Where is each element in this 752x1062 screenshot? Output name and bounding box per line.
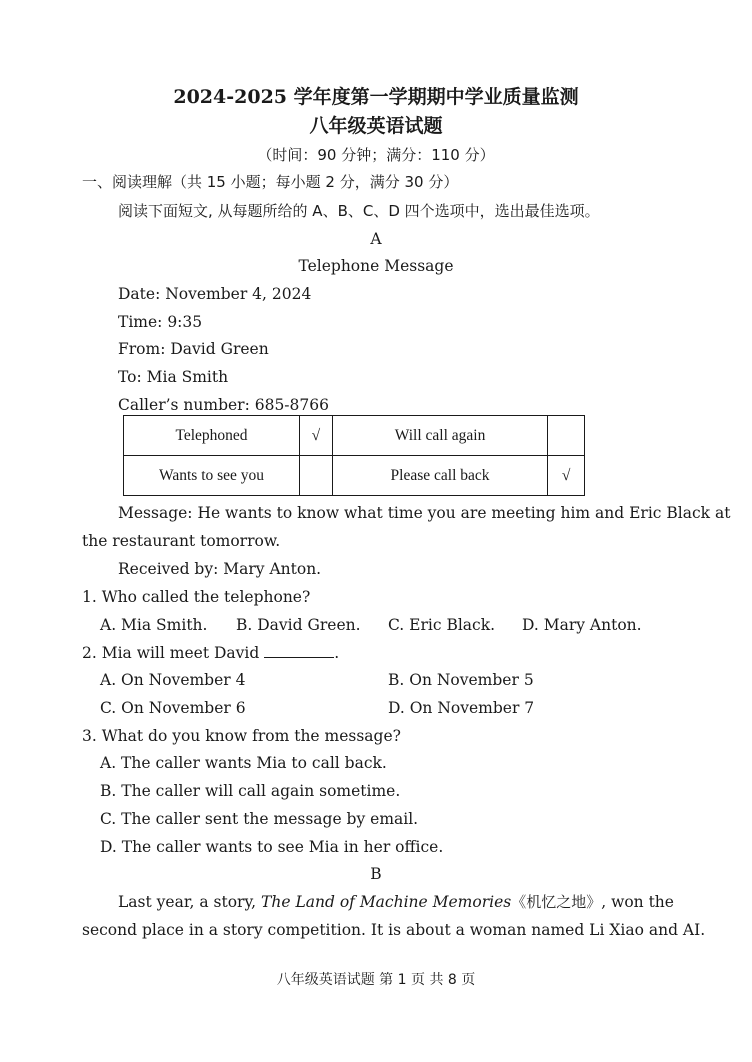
table-cell: Wants to see you [124, 456, 300, 496]
question-2-option-d: D. On November 7 [388, 699, 535, 717]
passage-b-text: , won the [601, 893, 674, 911]
question-3-option-a: A. The caller wants Mia to call back. [100, 754, 387, 772]
table-cell: Will call again [332, 416, 547, 456]
exam-title: 2024-2025 学年度第一学期期中学业质量监测 [173, 86, 579, 108]
question-1-stem: 1. Who called the telephone? [82, 588, 311, 606]
exam-info: （时间：90 分钟；满分：110 分） [257, 146, 495, 164]
check-cell [548, 416, 585, 456]
passage-b-text: Last year, a story, [118, 893, 262, 911]
table-row [124, 456, 585, 496]
message-to: To: Mia Smith [118, 368, 229, 386]
section-instruction: 阅读下面短文, 从每题所给的 A、B、C、D 四个选项中，选出最佳选项。 [118, 202, 600, 220]
answer-blank [264, 642, 334, 658]
table-row [124, 416, 585, 456]
check-cell [300, 456, 333, 496]
passage-b-line2: second place in a story competition. It is about a woman named Li Xiao and AI. [82, 921, 706, 939]
question-3-option-d: D. The caller wants to see Mia in her office. [100, 838, 444, 856]
question-3-option-b: B. The caller will call again sometime. [100, 782, 401, 800]
received-by: Received by: Mary Anton. [118, 560, 322, 578]
message-date: Date: November 4, 2024 [118, 285, 312, 303]
story-title: The Land of Machine Memories [261, 893, 512, 911]
message-body-line2: the restaurant tomorrow. [82, 532, 281, 550]
passage-a-letter: A [370, 230, 382, 248]
question-1-option-d: D. Mary Anton. [522, 616, 642, 634]
question-2-stem-end: . [334, 644, 340, 662]
section-heading: 一、阅读理解（共 15 小题；每小题 2 分，满分 30 分） [82, 173, 459, 191]
message-body-line1: Message: He wants to know what time you are meeting him and Eric Black at [118, 504, 731, 522]
message-table [123, 415, 585, 496]
question-3-stem: 3. What do you know from the message? [82, 727, 401, 745]
table-cell: Telephoned [124, 416, 300, 456]
question-2-option-b: B. On November 5 [388, 671, 534, 689]
passage-a-title: Telephone Message [298, 257, 454, 275]
question-1-option-a: A. Mia Smith. [100, 616, 208, 634]
check-cell: √ [300, 416, 333, 456]
caller-number: Caller’s number: 685-8766 [118, 396, 329, 414]
passage-b-line1 [118, 892, 674, 912]
table-cell: Please call back [332, 456, 547, 496]
story-title-cn: 《机忆之地》 [511, 893, 602, 911]
question-2-option-a: A. On November 4 [100, 671, 246, 689]
question-2-stem [82, 642, 339, 663]
question-1-option-c: C. Eric Black. [388, 616, 496, 634]
passage-b-letter: B [370, 865, 382, 883]
check-cell: √ [548, 456, 585, 496]
question-1-option-b: B. David Green. [236, 616, 361, 634]
question-2-stem-text: 2. Mia will meet David [82, 644, 260, 662]
message-from: From: David Green [118, 340, 269, 358]
exam-subtitle: 八年级英语试题 [309, 115, 443, 137]
message-time: Time: 9:35 [118, 313, 203, 331]
question-2-option-c: C. On November 6 [100, 699, 246, 717]
question-3-option-c: C. The caller sent the message by email. [100, 810, 419, 828]
page-footer: 八年级英语试题 第 1 页 共 8 页 [276, 972, 476, 988]
